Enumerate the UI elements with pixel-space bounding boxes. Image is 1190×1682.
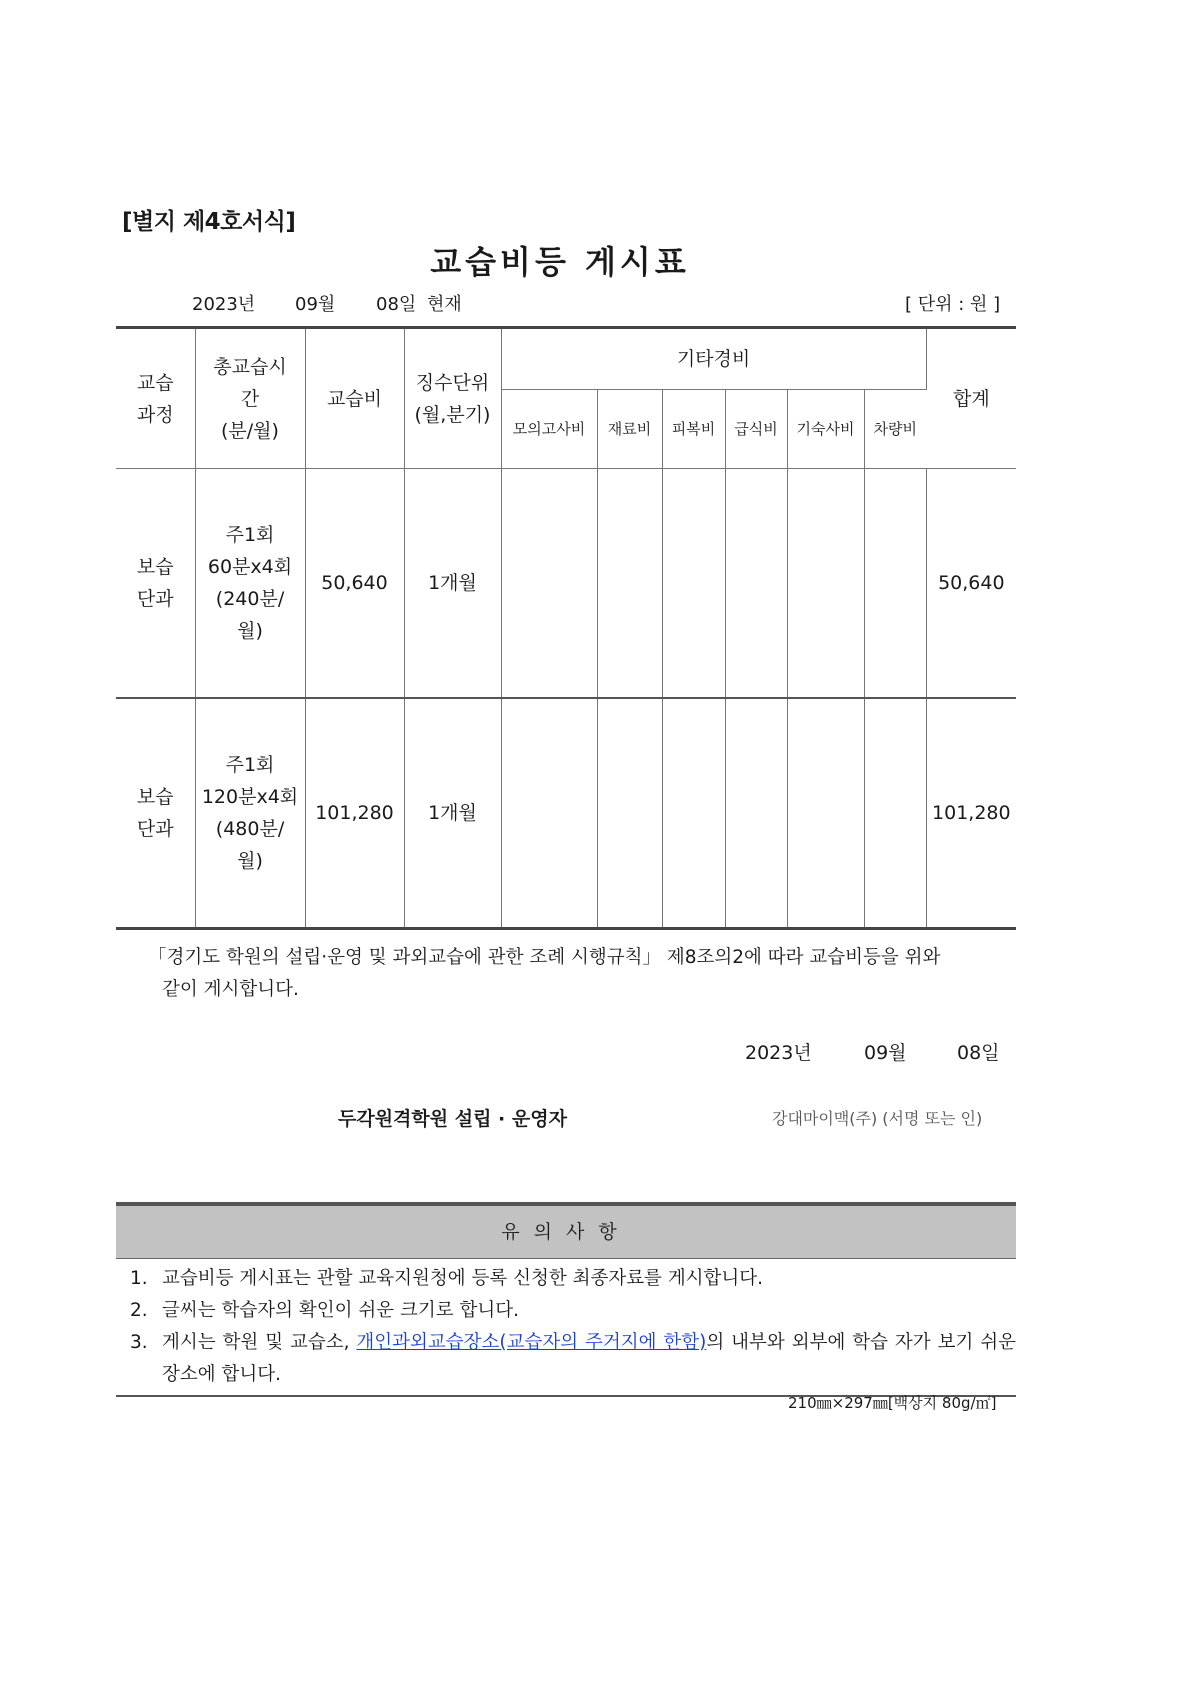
note-text-post: 의 내부와 외부에 학습 자가 보기 쉬운 장소에 합니다. [162,1332,1016,1385]
private-tutoring-link[interactable]: 개인과외교습장소(교습자의 주거지에 한함) [356,1332,707,1353]
materials-cell [597,698,662,929]
list-item [130,1327,1016,1391]
note-text: 교습비등 게시표는 관할 교육지원청에 등록 신청한 최종자료를 게시합니다. [162,1268,764,1289]
sign-month: 09월 [864,1042,907,1064]
sign-year: 2023년 [745,1042,812,1064]
notes-header: 유의사항 [116,1206,1016,1259]
header-mock-exam: 모의고사비 [501,390,597,469]
total-cell: 101,280 [926,698,1016,929]
header-collection-unit: 징수단위 (월,분기) [404,328,501,469]
dormitory-cell [787,698,864,929]
note-number: 3. [130,1332,148,1353]
note-text-pre: 게시는 학원 및 교습소, [162,1332,357,1353]
legal-statement [148,942,1018,1006]
signature-field: 강대마이맥(주) (서명 또는 인) [772,1109,983,1128]
header-total: 합계 [926,328,1016,469]
header-dormitory: 기숙사비 [787,390,864,469]
fee-table [116,326,1016,930]
header-day: 08일 [376,294,417,315]
note-number: 1. [130,1268,148,1289]
tuition-cell: 101,280 [305,698,404,929]
header-month: 09월 [295,294,336,315]
statement-line-1: 「경기도 학원의 설립·운영 및 과외교습에 관한 조례 시행규칙」 제8조의2에 따라 교습비등을 위와 [148,947,941,968]
materials-cell [597,469,662,699]
time-cell: 주1회 120분x4회 (480분/ 월) [195,698,305,929]
header-materials: 재료비 [597,390,662,469]
sign-day: 08일 [957,1042,1000,1064]
header-tuition: 교습비 [305,328,404,469]
time-cell: 주1회 60분x4회 (240분/ 월) [195,469,305,699]
course-cell: 보습 단과 [116,469,195,699]
vehicle-cell [864,698,926,929]
list-item [130,1295,1016,1327]
header-clothing: 피복비 [662,390,725,469]
total-cell: 50,640 [926,469,1016,699]
unit-cell: 1개월 [404,469,501,699]
list-item [130,1263,1016,1295]
form-label: [별지 제4호서식] [122,209,296,235]
meals-cell [725,469,787,699]
mock-exam-cell [501,698,597,929]
course-cell: 보습 단과 [116,698,195,929]
clothing-cell [662,469,725,699]
header-total-time: 총교습시 간 (분/월) [195,328,305,469]
paper-spec: 210㎜×297㎜[백상지 80g/㎡] [788,1394,997,1412]
table-row [116,698,1016,929]
header-vehicle: 차량비 [864,390,926,469]
mock-exam-cell [501,469,597,699]
header-other-expenses: 기타경비 [501,328,926,390]
unit-label: [ 단위 : 원 ] [905,294,1001,315]
header-course: 교습 과정 [116,328,195,469]
note-text: 글씨는 학습자의 확인이 쉬운 크기로 합니다. [162,1300,519,1321]
note-number: 2. [130,1300,148,1321]
clothing-cell [662,698,725,929]
header-year: 2023년 [192,294,256,315]
header-meals: 급식비 [725,390,787,469]
statement-line-2: 같이 게시합니다. [162,979,299,1000]
header-current: 현재 [427,294,462,315]
meals-cell [725,698,787,929]
document-title: 교습비등 게시표 [430,243,690,281]
vehicle-cell [864,469,926,699]
notes-list [116,1259,1016,1395]
notes-box [116,1202,1016,1397]
table-row [116,469,1016,699]
unit-cell: 1개월 [404,698,501,929]
dormitory-cell [787,469,864,699]
founder-label: 두각원격학원 설립 · 운영자 [338,1108,567,1130]
tuition-cell: 50,640 [305,469,404,699]
